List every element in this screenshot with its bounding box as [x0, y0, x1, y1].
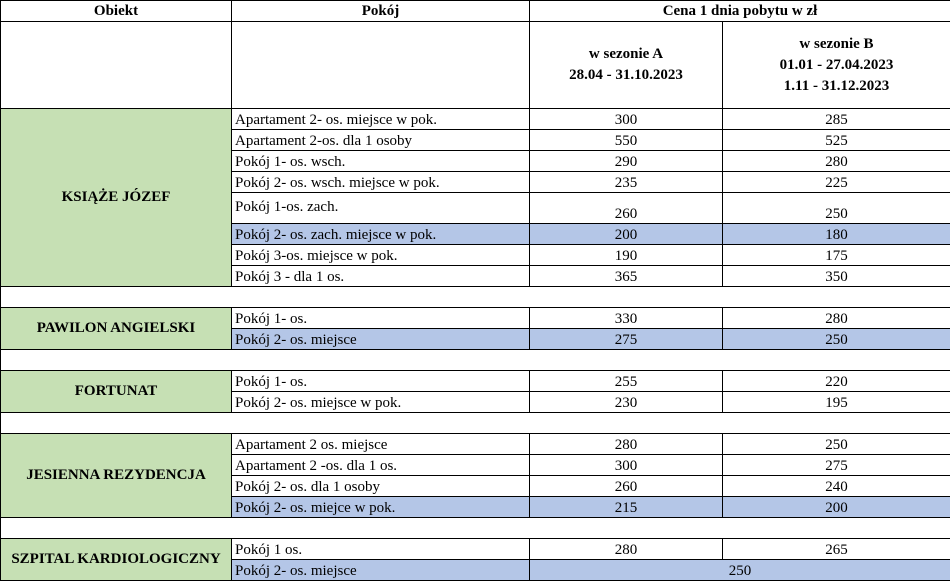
room-name: Pokój 2- os. zach. miejsce w pok. — [232, 224, 530, 245]
price-season-b: 200 — [723, 497, 950, 518]
room-name: Pokój 1-os. zach. — [232, 193, 530, 224]
spacer-cell — [1, 287, 950, 308]
price-season-a: 290 — [530, 151, 723, 172]
room-name: Apartament 2 os. miejsce — [232, 434, 530, 455]
table-row — [1, 539, 950, 560]
price-season-a: 365 — [530, 266, 723, 287]
room-name: Pokój 1- os. — [232, 371, 530, 392]
room-name: Pokój 2- os. miejsce — [232, 560, 530, 581]
header-room: Pokój — [232, 1, 530, 22]
price-season-b: 250 — [723, 329, 950, 350]
price-season-a: 300 — [530, 455, 723, 476]
price-season-a: 190 — [530, 245, 723, 266]
object-name: SZPITAL KARDIOLOGICZNY — [1, 539, 232, 581]
room-name: Pokój 2- os. miejsce — [232, 329, 530, 350]
subheader-empty-room — [232, 22, 530, 109]
room-name: Apartament 2-os. dla 1 osoby — [232, 130, 530, 151]
price-season-a: 330 — [530, 308, 723, 329]
price-season-a: 260 — [530, 476, 723, 497]
price-season-b: 180 — [723, 224, 950, 245]
object-name: JESIENNA REZYDENCJA — [1, 434, 232, 518]
price-season-b: 285 — [723, 109, 950, 130]
season-b-dates-2: 1.11 - 31.12.2023 — [783, 77, 890, 94]
object-name: KSIĄŻE JÓZEF — [1, 109, 232, 287]
spacer-cell — [1, 518, 950, 539]
room-name: Apartament 2- os. miejsce w pok. — [232, 109, 530, 130]
header-row — [1, 1, 950, 22]
price-season-b: 175 — [723, 245, 950, 266]
season-a-header — [530, 22, 723, 109]
spacer-row — [1, 518, 950, 539]
price-season-a: 230 — [530, 392, 723, 413]
price-both-seasons: 250 — [530, 560, 950, 581]
room-name: Pokój 1- os. wsch. — [232, 151, 530, 172]
price-season-b: 350 — [723, 266, 950, 287]
price-season-a: 300 — [530, 109, 723, 130]
room-name: Pokój 2- os. dla 1 osoby — [232, 476, 530, 497]
room-name: Pokój 2- os. miejsce w pok. — [232, 392, 530, 413]
room-name: Pokój 2- os. miejce w pok. — [232, 497, 530, 518]
season-a-dates: 28.04 - 31.10.2023 — [569, 67, 683, 83]
price-season-b: 225 — [723, 172, 950, 193]
price-season-b: 525 — [723, 130, 950, 151]
price-season-b: 265 — [723, 539, 950, 560]
subheader-row — [1, 22, 950, 109]
price-season-a: 255 — [530, 371, 723, 392]
spacer-cell — [1, 350, 950, 371]
price-season-b: 220 — [723, 371, 950, 392]
room-name: Pokój 1- os. — [232, 308, 530, 329]
header-object: Obiekt — [1, 1, 232, 22]
price-season-a: 550 — [530, 130, 723, 151]
spacer-row — [1, 287, 950, 308]
price-season-b: 275 — [723, 455, 950, 476]
price-season-a: 280 — [530, 539, 723, 560]
table-row — [1, 434, 950, 455]
price-season-b: 280 — [723, 151, 950, 172]
room-name: Pokój 1 os. — [232, 539, 530, 560]
room-name: Pokój 3-os. miejsce w pok. — [232, 245, 530, 266]
price-season-b: 250 — [723, 434, 950, 455]
season-b-header — [723, 22, 950, 109]
price-season-a: 215 — [530, 497, 723, 518]
table-row — [1, 109, 950, 130]
room-name: Pokój 2- os. wsch. miejsce w pok. — [232, 172, 530, 193]
object-name: FORTUNAT — [1, 371, 232, 413]
room-name: Apartament 2 -os. dla 1 os. — [232, 455, 530, 476]
header-price: Cena 1 dnia pobytu w zł — [530, 1, 950, 22]
table-row — [1, 371, 950, 392]
price-season-b: 250 — [723, 193, 950, 224]
table-row — [1, 308, 950, 329]
price-season-a: 235 — [530, 172, 723, 193]
price-season-b: 240 — [723, 476, 950, 497]
spacer-row — [1, 413, 950, 434]
price-season-a: 200 — [530, 224, 723, 245]
object-name: PAWILON ANGIELSKI — [1, 308, 232, 350]
price-season-a: 275 — [530, 329, 723, 350]
price-season-b: 195 — [723, 392, 950, 413]
subheader-empty-object — [1, 22, 232, 109]
room-name: Pokój 3 - dla 1 os. — [232, 266, 530, 287]
price-season-a: 280 — [530, 434, 723, 455]
price-season-b: 280 — [723, 308, 950, 329]
price-season-a: 260 — [530, 193, 723, 224]
spacer-cell — [1, 413, 950, 434]
season-a-label: w sezonie A — [588, 46, 664, 62]
season-b-dates-1: 01.01 - 27.04.2023 — [779, 56, 894, 73]
spacer-row — [1, 350, 950, 371]
season-b-label: w sezonie B — [799, 35, 874, 52]
